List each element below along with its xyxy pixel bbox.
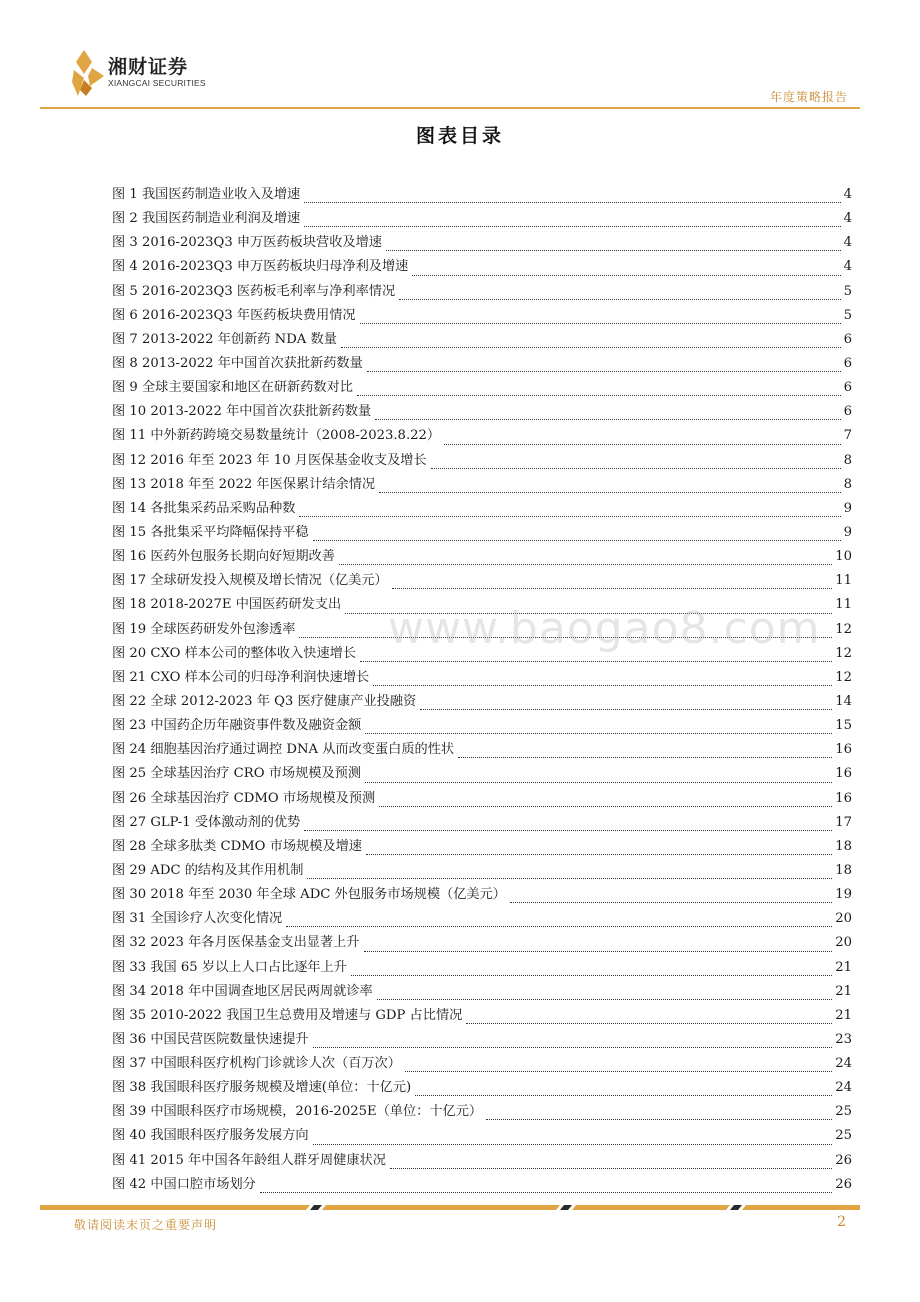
toc-entry[interactable]: [112, 738, 852, 762]
toc-entry-page[interactable]: 23: [835, 1031, 852, 1047]
toc-dot-leader: [299, 516, 840, 517]
header-divider: [40, 107, 860, 109]
toc-entry-label[interactable]: 图 41 2015 年中国各年龄组人群牙周健康状况: [112, 1152, 386, 1168]
toc-entry[interactable]: [112, 183, 852, 207]
toc-entry-label[interactable]: 图 12 2016 年至 2023 年 10 月医保基金收支及增长: [112, 452, 427, 468]
toc-entry-label[interactable]: 图 4 2016-2023Q3 申万医药板块归母净利及增速: [112, 259, 409, 275]
toc-dot-leader: [304, 226, 840, 227]
toc-dot-leader: [367, 371, 841, 372]
toc-entry-page[interactable]: 5: [843, 307, 852, 323]
toc-entry[interactable]: [112, 1052, 852, 1076]
toc-entry-label[interactable]: 图 35 2010-2022 我国卫生总费用及增速与 GDP 占比情况: [112, 1007, 463, 1023]
toc-entry-label[interactable]: 图 33 我国 65 岁以上人口占比逐年上升: [112, 959, 347, 975]
toc-entry[interactable]: [112, 449, 852, 473]
toc-dot-leader: [386, 250, 841, 251]
toc-entry[interactable]: [112, 666, 852, 690]
toc-entry[interactable]: [112, 424, 852, 448]
toc-entry-label[interactable]: 图 21 CXO 样本公司的归母净利润快速增长: [112, 669, 370, 685]
toc-entry-page[interactable]: 12: [835, 621, 852, 637]
toc-entry[interactable]: [112, 714, 852, 738]
toc-entry-page[interactable]: 20: [835, 935, 852, 951]
toc-entry-page[interactable]: 26: [835, 1152, 852, 1168]
toc-entry-page[interactable]: 18: [835, 838, 852, 854]
toc-entry-page[interactable]: 18: [835, 862, 852, 878]
toc-dot-leader: [431, 468, 841, 469]
toc-dot-leader: [458, 757, 832, 758]
toc-entry[interactable]: [112, 931, 852, 955]
toc-entry[interactable]: [112, 497, 852, 521]
toc-dot-leader: [304, 202, 840, 203]
toc-entry-page[interactable]: 4: [843, 235, 852, 251]
toc-entry-page[interactable]: 16: [835, 790, 852, 806]
toc-entry-page[interactable]: 24: [835, 1080, 852, 1096]
toc-dot-leader: [375, 419, 840, 420]
toc-dot-leader: [444, 444, 841, 445]
toc-entry-label[interactable]: 图 20 CXO 样本公司的整体收入快速增长: [112, 645, 357, 661]
toc-entry-page[interactable]: 10: [835, 549, 852, 565]
toc-entry[interactable]: [112, 762, 852, 786]
toc-entry-label[interactable]: 图 23 中国药企历年融资事件数及融资金额: [112, 718, 362, 734]
toc-dot-leader: [357, 395, 841, 396]
toc-entry-label[interactable]: 图 26 全球基因治疗 CDMO 市场规模及预测: [112, 790, 376, 806]
toc-entry-label[interactable]: 图 27 GLP-1 受体激动剂的优势: [112, 814, 301, 830]
toc-entry[interactable]: [112, 883, 852, 907]
toc-dot-leader: [307, 878, 832, 879]
toc-entry[interactable]: [112, 956, 852, 980]
toc-entry-label[interactable]: 图 29 ADC 的结构及其作用机制: [112, 862, 304, 878]
footer-divider: [40, 1205, 860, 1210]
toc-entry-page[interactable]: 5: [843, 283, 852, 299]
toc-entry[interactable]: [112, 328, 852, 352]
toc-dot-leader: [373, 685, 832, 686]
toc-entry-label[interactable]: 图 13 2018 年至 2022 年医保累计结余情况: [112, 476, 376, 492]
toc-entry-label[interactable]: 图 32 2023 年各月医保基金支出显著上升: [112, 935, 360, 951]
toc-entry-label[interactable]: 图 16 医药外包服务长期向好短期改善: [112, 549, 335, 565]
toc-dot-leader: [365, 733, 832, 734]
toc-dot-leader: [466, 1023, 832, 1024]
toc-entry-label[interactable]: 图 40 我国眼科医疗服务发展方向: [112, 1128, 309, 1144]
toc-dot-leader: [313, 1144, 833, 1145]
toc-entry-page[interactable]: 25: [835, 1128, 852, 1144]
toc-dot-leader: [364, 951, 833, 952]
toc-entry-page[interactable]: 8: [843, 452, 852, 468]
toc-entry[interactable]: [112, 811, 852, 835]
toc-dot-leader: [286, 926, 832, 927]
toc-entry-label[interactable]: 图 37 中国眼科医疗机构门诊就诊人次（百万次）: [112, 1056, 401, 1072]
toc-entry-label[interactable]: 图 2 我国医药制造业利润及增速: [112, 211, 301, 227]
toc-entry[interactable]: [112, 980, 852, 1004]
toc-entry[interactable]: [112, 352, 852, 376]
toc-dot-leader: [392, 588, 832, 589]
toc-entry-label[interactable]: 图 18 2018-2027E 中国医药研发支出: [112, 597, 342, 613]
toc-entry-label[interactable]: 图 9 全球主要国家和地区在研新药数对比: [112, 380, 353, 396]
toc-dot-leader: [379, 492, 840, 493]
toc-dot-leader: [313, 1047, 833, 1048]
toc-entry-label[interactable]: 图 10 2013-2022 年中国首次获批新药数量: [112, 404, 372, 420]
toc-dot-leader: [399, 299, 840, 300]
toc-entry-label[interactable]: 图 19 全球医药研发外包渗透率: [112, 621, 296, 637]
toc-entry[interactable]: [112, 1100, 852, 1124]
toc-dot-leader: [365, 782, 832, 783]
toc-entry-page[interactable]: 21: [835, 983, 852, 999]
toc-entry-label[interactable]: 图 28 全球多肽类 CDMO 市场规模及增速: [112, 838, 362, 854]
toc-entry-page[interactable]: 25: [835, 1104, 852, 1120]
toc-entry-label[interactable]: 图 39 中国眼科医疗市场规模，2016-2025E（单位：十亿元）: [112, 1104, 483, 1120]
toc-entry[interactable]: [112, 1004, 852, 1028]
toc-dot-leader: [412, 275, 840, 276]
toc-entry-label[interactable]: 图 25 全球基因治疗 CRO 市场规模及预测: [112, 766, 362, 782]
toc-entry[interactable]: [112, 835, 852, 859]
toc-entry-label[interactable]: 图 17 全球研发投入规模及增长情况（亿美元）: [112, 573, 388, 589]
toc-dot-leader: [304, 830, 832, 831]
toc-entry-label[interactable]: 图 24 细胞基因治疗通过调控 DNA 从而改变蛋白质的性状: [112, 742, 455, 758]
toc-entry[interactable]: [112, 280, 852, 304]
toc-dot-leader: [405, 1071, 832, 1072]
toc-entry-page[interactable]: 8: [843, 476, 852, 492]
toc-dot-leader: [486, 1119, 832, 1120]
toc-entry-page[interactable]: 26: [835, 1176, 852, 1192]
toc-entry[interactable]: [112, 1076, 852, 1100]
toc-entry-page[interactable]: 11: [835, 597, 852, 613]
toc-entry-page[interactable]: 7: [843, 428, 852, 444]
toc-entry-label[interactable]: 图 34 2018 年中国调查地区居民两周就诊率: [112, 983, 373, 999]
toc-entry[interactable]: [112, 1173, 852, 1197]
brand-name-english: XIANGCAI SECURITIES: [108, 78, 206, 88]
toc-entry-page[interactable]: 19: [835, 887, 852, 903]
toc-entry-label[interactable]: 图 36 中国民营医院数量快速提升: [112, 1031, 309, 1047]
toc-entry[interactable]: [112, 545, 852, 569]
toc-dot-leader: [360, 661, 832, 662]
toc-entry-page[interactable]: 15: [835, 718, 852, 734]
toc-dot-leader: [260, 1192, 832, 1193]
toc-entry-page[interactable]: 6: [843, 380, 852, 396]
toc-entry-page[interactable]: 20: [835, 911, 852, 927]
toc-entry-page[interactable]: 17: [835, 814, 852, 830]
toc-entry-label[interactable]: 图 1 我国医药制造业收入及增速: [112, 187, 301, 202]
toc-entry-page[interactable]: 16: [835, 766, 852, 782]
toc-entry-page[interactable]: 21: [835, 1007, 852, 1023]
page-header: [0, 0, 920, 112]
toc-entry[interactable]: [112, 1149, 852, 1173]
toc-entry[interactable]: [112, 569, 852, 593]
toc-entry-label[interactable]: 图 11 中外新药跨境交易数量统计（2008-2023.8.22）: [112, 428, 441, 444]
page-number: 2: [837, 1214, 846, 1230]
toc-entry[interactable]: [112, 473, 852, 497]
toc-entry[interactable]: [112, 907, 852, 931]
toc-dot-leader: [379, 806, 832, 807]
toc-dot-leader: [420, 709, 832, 710]
toc-entry-label[interactable]: 图 38 我国眼科医疗服务规模及增速(单位：十亿元): [112, 1080, 412, 1096]
toc-entry-page[interactable]: 12: [835, 645, 852, 661]
toc-entry-page[interactable]: 9: [843, 524, 852, 540]
toc-entry-page[interactable]: 9: [843, 500, 852, 516]
disclaimer-notice: 敬请阅读末页之重要声明: [74, 1218, 218, 1232]
toc-entry[interactable]: [112, 255, 852, 279]
toc-entry[interactable]: [112, 400, 852, 424]
toc-entry-page[interactable]: 6: [843, 331, 852, 347]
toc-dot-leader: [415, 1095, 832, 1096]
xiangcai-logo-icon: [70, 48, 106, 98]
toc-entry[interactable]: [112, 1124, 852, 1148]
toc-entry[interactable]: [112, 787, 852, 811]
toc-entry-label[interactable]: 图 6 2016-2023Q3 年医药板块费用情况: [112, 307, 356, 323]
toc-entry-page[interactable]: 4: [843, 187, 852, 202]
toc-entry-page[interactable]: 4: [843, 211, 852, 227]
toc-dot-leader: [341, 347, 841, 348]
toc-dot-leader: [377, 999, 832, 1000]
toc-entry-label[interactable]: 图 31 全国诊疗人次变化情况: [112, 911, 283, 927]
toc-entry-page[interactable]: 12: [835, 669, 852, 685]
toc-entry-page[interactable]: 24: [835, 1056, 852, 1072]
toc-entry-page[interactable]: 16: [835, 742, 852, 758]
toc-entry-page[interactable]: 4: [843, 259, 852, 275]
toc-dot-leader: [339, 564, 832, 565]
page-title: 图表目录: [415, 125, 504, 147]
toc-dot-leader: [390, 1168, 832, 1169]
toc-entry[interactable]: [112, 304, 852, 328]
toc-entry-page[interactable]: 6: [843, 355, 852, 371]
toc-entry-page[interactable]: 11: [835, 573, 852, 589]
watermark: www.baogao8.com: [388, 603, 821, 654]
toc-entry-page[interactable]: 6: [843, 404, 852, 420]
toc-entry-label[interactable]: 图 8 2013-2022 年中国首次获批新药数量: [112, 355, 363, 371]
brand-name: 湘财证券: [108, 56, 189, 78]
toc-entry-label[interactable]: 图 22 全球 2012-2023 年 Q3 医疗健康产业投融资: [112, 693, 417, 709]
toc-entry-label[interactable]: 图 7 2013-2022 年创新药 NDA 数量: [112, 331, 337, 347]
toc-entry[interactable]: [112, 231, 852, 255]
toc-entry-page[interactable]: 14: [835, 693, 852, 709]
toc-entry-page[interactable]: 21: [835, 959, 852, 975]
toc-dot-leader: [366, 854, 832, 855]
toc-entry[interactable]: [112, 376, 852, 400]
toc-entry[interactable]: [112, 690, 852, 714]
toc-entry-label[interactable]: 图 5 2016-2023Q3 医药板毛利率与净利率情况: [112, 283, 396, 299]
figure-table-of-contents: [112, 183, 852, 1197]
toc-dot-leader: [360, 323, 841, 324]
report-type-label: 年度策略报告: [769, 90, 848, 104]
toc-dot-leader: [510, 902, 832, 903]
toc-dot-leader: [313, 540, 841, 541]
toc-entry-label[interactable]: 图 42 中国口腔市场划分: [112, 1176, 256, 1192]
toc-entry[interactable]: [112, 859, 852, 883]
toc-entry[interactable]: [112, 1028, 852, 1052]
toc-entry[interactable]: [112, 207, 852, 231]
toc-entry-label[interactable]: 图 15 各批集采平均降幅保持平稳: [112, 524, 309, 540]
toc-entry-label[interactable]: 图 3 2016-2023Q3 申万医药板块营收及增速: [112, 235, 382, 251]
toc-entry-label[interactable]: 图 14 各批集采药品采购品种数: [112, 500, 296, 516]
toc-dot-leader: [351, 975, 832, 976]
toc-entry-label[interactable]: 图 30 2018 年至 2030 年全球 ADC 外包服务市场规模（亿美元）: [112, 887, 506, 903]
toc-entry[interactable]: [112, 521, 852, 545]
